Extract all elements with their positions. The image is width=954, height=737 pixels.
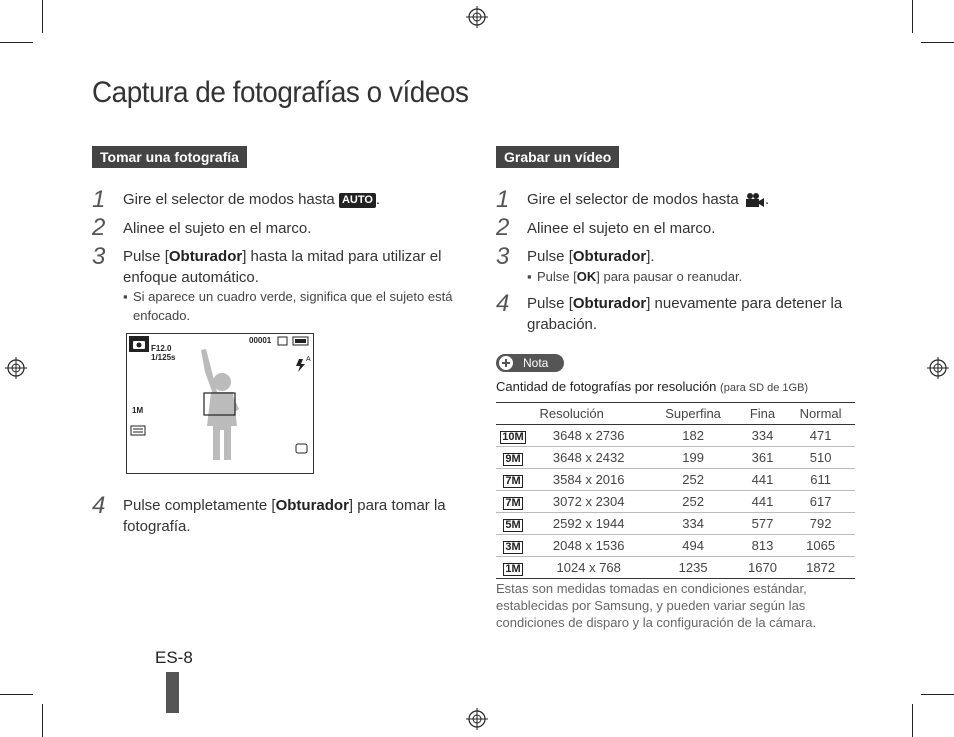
step-text: Pulse [ [527, 248, 573, 265]
step-text: ]. [646, 248, 655, 265]
table-cell: 441 [739, 491, 786, 513]
table-cell: 611 [786, 469, 855, 491]
table-cell: 199 [647, 447, 738, 469]
shot-counter: 00001 [249, 336, 272, 345]
step-text: . [375, 191, 381, 208]
table-cell: 3648 x 2736 [530, 425, 647, 447]
page-number: ES-8 [155, 648, 193, 667]
step-number: 1 [496, 186, 510, 213]
step-3 [527, 246, 857, 267]
step-text: Pulse [ [123, 248, 169, 265]
shutter-value: 1/125s [151, 353, 176, 362]
table-row [496, 513, 855, 535]
step-number: 3 [496, 243, 510, 270]
resolution-icon: 9M [505, 452, 521, 465]
table-cell: 182 [647, 425, 738, 447]
table-row [496, 447, 855, 469]
crop-mark [0, 694, 33, 695]
crop-mark [0, 42, 33, 43]
step-number: 1 [92, 186, 106, 213]
step-number: 4 [92, 492, 106, 519]
resolution-table [496, 402, 855, 579]
resolution-icon: 7M [505, 474, 521, 487]
table-title: Cantidad de fotografías por resolución [496, 379, 717, 394]
page-title: Captura de fotografías o vídeos [92, 76, 469, 109]
step-text: Gire el selector de modos hasta [527, 191, 743, 208]
column-header: Normal [786, 403, 855, 425]
table-row [496, 491, 855, 513]
flash-mode: A [306, 356, 311, 363]
registration-mark-icon [5, 357, 27, 379]
registration-mark-icon [466, 6, 488, 28]
table-cell: 471 [786, 425, 855, 447]
table-cell: 2048 x 1536 [530, 535, 647, 557]
table-cell: 3072 x 2304 [530, 491, 647, 513]
footnote: Estas son medidas tomadas en condiciones estándar, establecidas por Samsung, y pueden variar según las condiciones de disparo y la configuración de la cámara. [496, 581, 817, 630]
table-cell: 577 [739, 513, 786, 535]
crop-mark [42, 0, 43, 33]
page-tab-marker [166, 672, 179, 713]
step-number: 3 [92, 243, 106, 270]
table-cell: 1872 [786, 557, 855, 579]
table-cell: 252 [647, 491, 738, 513]
shutter-label: Obturador [572, 295, 647, 312]
camera-viewfinder [126, 333, 314, 474]
crop-mark [921, 694, 954, 695]
step-text: ] para tomar la fotografía. [123, 497, 446, 535]
ok-button-icon: OK [576, 269, 597, 284]
crop-mark [921, 42, 954, 43]
resolution-icon: 7M [505, 496, 521, 509]
crop-mark [912, 0, 913, 33]
step-1 [123, 189, 463, 210]
table-cell: 510 [786, 447, 855, 469]
table-cell: 252 [647, 469, 738, 491]
step-text: Pulse [ [527, 295, 573, 312]
table-row [496, 535, 855, 557]
section-header-video: Grabar un vídeo [496, 146, 619, 168]
table-header-row [496, 403, 855, 425]
table-cell: 617 [786, 491, 855, 513]
table-cell: 3584 x 2016 [530, 469, 647, 491]
table-row [496, 469, 855, 491]
step-4 [527, 293, 857, 335]
resolution-icon: 5M [505, 518, 521, 531]
table-row [496, 557, 855, 579]
bullet-text: Si aparece un cuadro verde, significa que el sujeto está enfocado. [133, 289, 453, 323]
step-text: ] nuevamente para detener la grabación. [527, 295, 843, 333]
shutter-label: Obturador [572, 248, 647, 265]
table-cell: 334 [739, 425, 786, 447]
step-text: Pulse completamente [ [123, 497, 276, 514]
step-2: Alinee el sujeto en el marco. [123, 220, 312, 237]
table-caption [496, 379, 808, 394]
crop-mark [912, 704, 913, 737]
column-header: Fina [739, 403, 786, 425]
step-number: 4 [496, 290, 510, 317]
resolution-icon: 1M [505, 562, 521, 575]
note-badge [496, 354, 564, 372]
column-header: Resolución [496, 403, 647, 425]
table-cell: 1024 x 768 [530, 557, 647, 579]
resolution-icon: 10M [502, 430, 524, 443]
table-cell: 1065 [786, 535, 855, 557]
note-label: Nota [523, 356, 549, 370]
step-number: 2 [496, 214, 510, 241]
bullet-text: Pulse [ [537, 269, 577, 284]
step-text: ] hasta la mitad para utilizar el enfoque automático. [123, 248, 442, 286]
resolution-icon: 3M [505, 540, 521, 553]
table-cell: 494 [647, 535, 738, 557]
aperture-value: F12.0 [151, 344, 172, 353]
video-camera-icon [743, 192, 765, 208]
bullet-note: ▪ Pulse [OK] para pausar o reanudar. [527, 269, 743, 284]
step-1 [527, 189, 857, 210]
step-4 [123, 495, 458, 537]
table-cell: 1670 [739, 557, 786, 579]
step-3 [123, 246, 463, 288]
shutter-label: Obturador [275, 497, 349, 514]
bullet-note: ▪ Si aparece un cuadro verde, significa que el sujeto está enfocado. [123, 287, 458, 325]
column-header: Superfina [647, 403, 738, 425]
table-subtitle: (para SD de 1GB) [720, 382, 809, 394]
registration-mark-icon [466, 708, 488, 730]
step-text: . [764, 191, 770, 208]
plus-circle-icon [498, 355, 514, 371]
table-cell: 813 [739, 535, 786, 557]
step-2: Alinee el sujeto en el marco. [527, 220, 716, 237]
table-cell: 1235 [647, 557, 738, 579]
table-cell: 2592 x 1944 [530, 513, 647, 535]
resolution-indicator: 1M [132, 406, 144, 415]
crop-mark [42, 704, 43, 737]
table-cell: 441 [739, 469, 786, 491]
table-cell: 792 [786, 513, 855, 535]
shutter-label: Obturador [168, 248, 243, 265]
table-cell: 334 [647, 513, 738, 535]
registration-mark-icon [927, 357, 949, 379]
section-header-photo: Tomar una fotografía [92, 146, 247, 168]
step-text: Gire el selector de modos hasta [123, 191, 339, 208]
table-row [496, 425, 855, 447]
table-cell: 361 [739, 447, 786, 469]
table-cell: 3648 x 2432 [530, 447, 647, 469]
bullet-text: ] para pausar o reanudar. [596, 269, 743, 284]
step-number: 2 [92, 214, 106, 241]
auto-mode-icon: AUTO [339, 193, 376, 208]
